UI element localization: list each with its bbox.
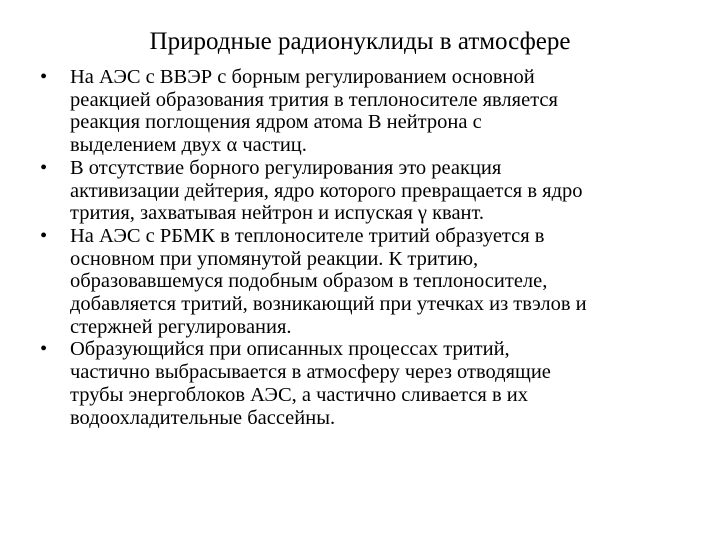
bullet-text-line: водоохладительные бассейны. (70, 406, 336, 429)
bullet-text-line: стержней регулирования. (70, 315, 292, 338)
bullet-text-line: добавляется тритий, возникающий при утечках из твэлов и (70, 293, 587, 316)
bullet-text-line: реакция поглощения ядром атома В нейтрона с (70, 111, 482, 134)
bullet-marker: • (40, 66, 48, 88)
bullet-marker: • (40, 224, 48, 247)
bullet-text-line: На АЭС с ВВЭР с борным регулированием основной (70, 66, 535, 88)
slide-title: Природные радионуклиды в атмосфере (149, 28, 571, 55)
bullet-text-line: Образующийся при описанных процессах тритий, (70, 338, 510, 361)
bullet-text-line: образовавшемуся подобным образом в теплоносителе, (70, 270, 548, 293)
bullet-text-line: В отсутствие борного регулирования это реакция (70, 156, 502, 179)
bullet-item (40, 338, 690, 429)
bullet-text-line: На АЭС с РБМК в теплоносителе тритий образуется в (70, 224, 545, 247)
bullet-text-line: активизации дейтерия, ядро которого превращается в ядро (70, 179, 583, 202)
bullet-text-line: выделением двух α частиц. (70, 134, 307, 157)
bullet-list (40, 66, 690, 429)
bullet-marker: • (40, 338, 48, 361)
bullet-item (40, 66, 690, 157)
bullet-text-line: основном при упомянутой реакции. К тритию, (70, 247, 479, 270)
bullet-marker: • (40, 156, 48, 179)
bullet-item (40, 157, 690, 225)
bullet-text-line: трубы энергоблоков АЭС, а частично сливается в их (70, 383, 528, 406)
bullet-item (40, 225, 690, 339)
bullet-text-line: трития, захватывая нейтрон и испуская γ квант. (70, 202, 485, 225)
bullet-text-line: частично выбрасывается в атмосферу через отводящие (70, 361, 551, 384)
bullet-text-line: реакцией образования трития в теплоносителе является (70, 88, 558, 111)
